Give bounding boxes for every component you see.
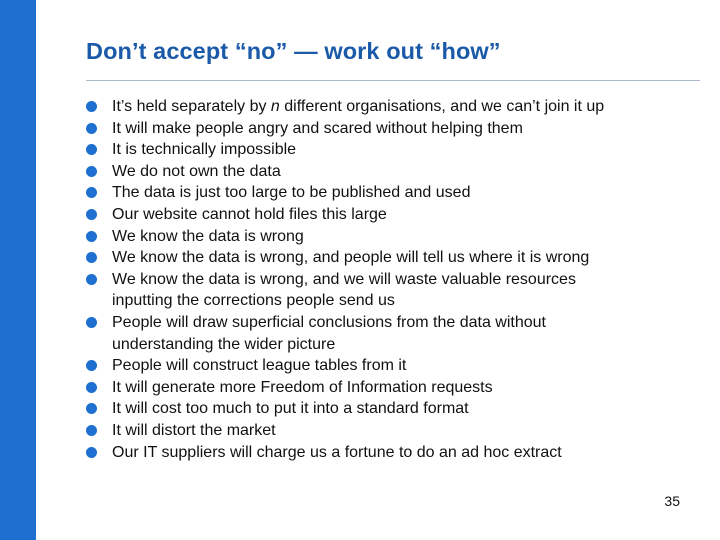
bullet-dot-icon bbox=[86, 360, 97, 371]
bullet-dot-icon bbox=[86, 274, 97, 285]
bullet-text: People will draw superficial conclusions from the data without understanding the wider picture bbox=[112, 313, 546, 353]
bullet-dot-icon bbox=[86, 144, 97, 155]
bullet-text: We know the data is wrong, and we will waste valuable resources inputting the corrections people send us bbox=[112, 270, 576, 310]
bullet-dot-icon bbox=[86, 166, 97, 177]
bullet-dot-icon bbox=[86, 101, 97, 112]
list-item bbox=[86, 247, 712, 269]
bullet-text: We know the data is wrong bbox=[112, 227, 304, 245]
bullet-dot-icon bbox=[86, 187, 97, 198]
bullet-dot-icon bbox=[86, 123, 97, 134]
bullet-text: We know the data is wrong, and people will tell us where it is wrong bbox=[112, 249, 590, 267]
bullet-text: It is technically impossible bbox=[112, 141, 297, 159]
bullet-dot-icon bbox=[86, 252, 97, 263]
bullet-text: It will cost too much to put it into a standard format bbox=[112, 400, 469, 418]
list-item bbox=[86, 204, 712, 226]
bullet-dot-icon bbox=[86, 447, 97, 458]
bullet-text: It will make people angry and scared without helping them bbox=[112, 119, 523, 137]
bullet-text: It will generate more Freedom of Information requests bbox=[112, 378, 493, 396]
title-divider bbox=[86, 80, 700, 81]
list-item bbox=[86, 442, 712, 464]
page-number: 35 bbox=[664, 493, 680, 509]
list-item bbox=[86, 139, 712, 161]
list-item bbox=[86, 377, 712, 399]
bullet-list bbox=[86, 96, 712, 463]
bullet-text: We do not own the data bbox=[112, 162, 281, 180]
bullet-dot-icon bbox=[86, 403, 97, 414]
list-item bbox=[86, 420, 712, 442]
bullet-text: Our website cannot hold files this large bbox=[112, 205, 387, 223]
bullet-text: The data is just too large to be published and used bbox=[112, 184, 471, 202]
bullet-dot-icon bbox=[86, 209, 97, 220]
left-accent-bar bbox=[0, 0, 36, 540]
bullet-text: People will construct league tables from it bbox=[112, 357, 407, 375]
bullet-text: It will distort the market bbox=[112, 421, 276, 439]
slide-title: Don’t accept “no” — work out “how” bbox=[86, 38, 501, 64]
list-item bbox=[86, 226, 712, 248]
list-item bbox=[86, 182, 712, 204]
list-item bbox=[86, 269, 712, 312]
bullet-dot-icon bbox=[86, 317, 97, 328]
bullet-text: It’s held separately by n different organisations, and we can’t join it up bbox=[112, 98, 605, 115]
list-item bbox=[86, 312, 712, 355]
bullet-text: Our IT suppliers will charge us a fortune to do an ad hoc extract bbox=[112, 443, 562, 461]
bullet-dot-icon bbox=[86, 231, 97, 242]
list-item bbox=[86, 118, 712, 140]
list-item bbox=[86, 355, 712, 377]
list-item bbox=[86, 96, 712, 118]
bullet-dot-icon bbox=[86, 382, 97, 393]
bullet-dot-icon bbox=[86, 425, 97, 436]
list-item bbox=[86, 161, 712, 183]
list-item bbox=[86, 398, 712, 420]
